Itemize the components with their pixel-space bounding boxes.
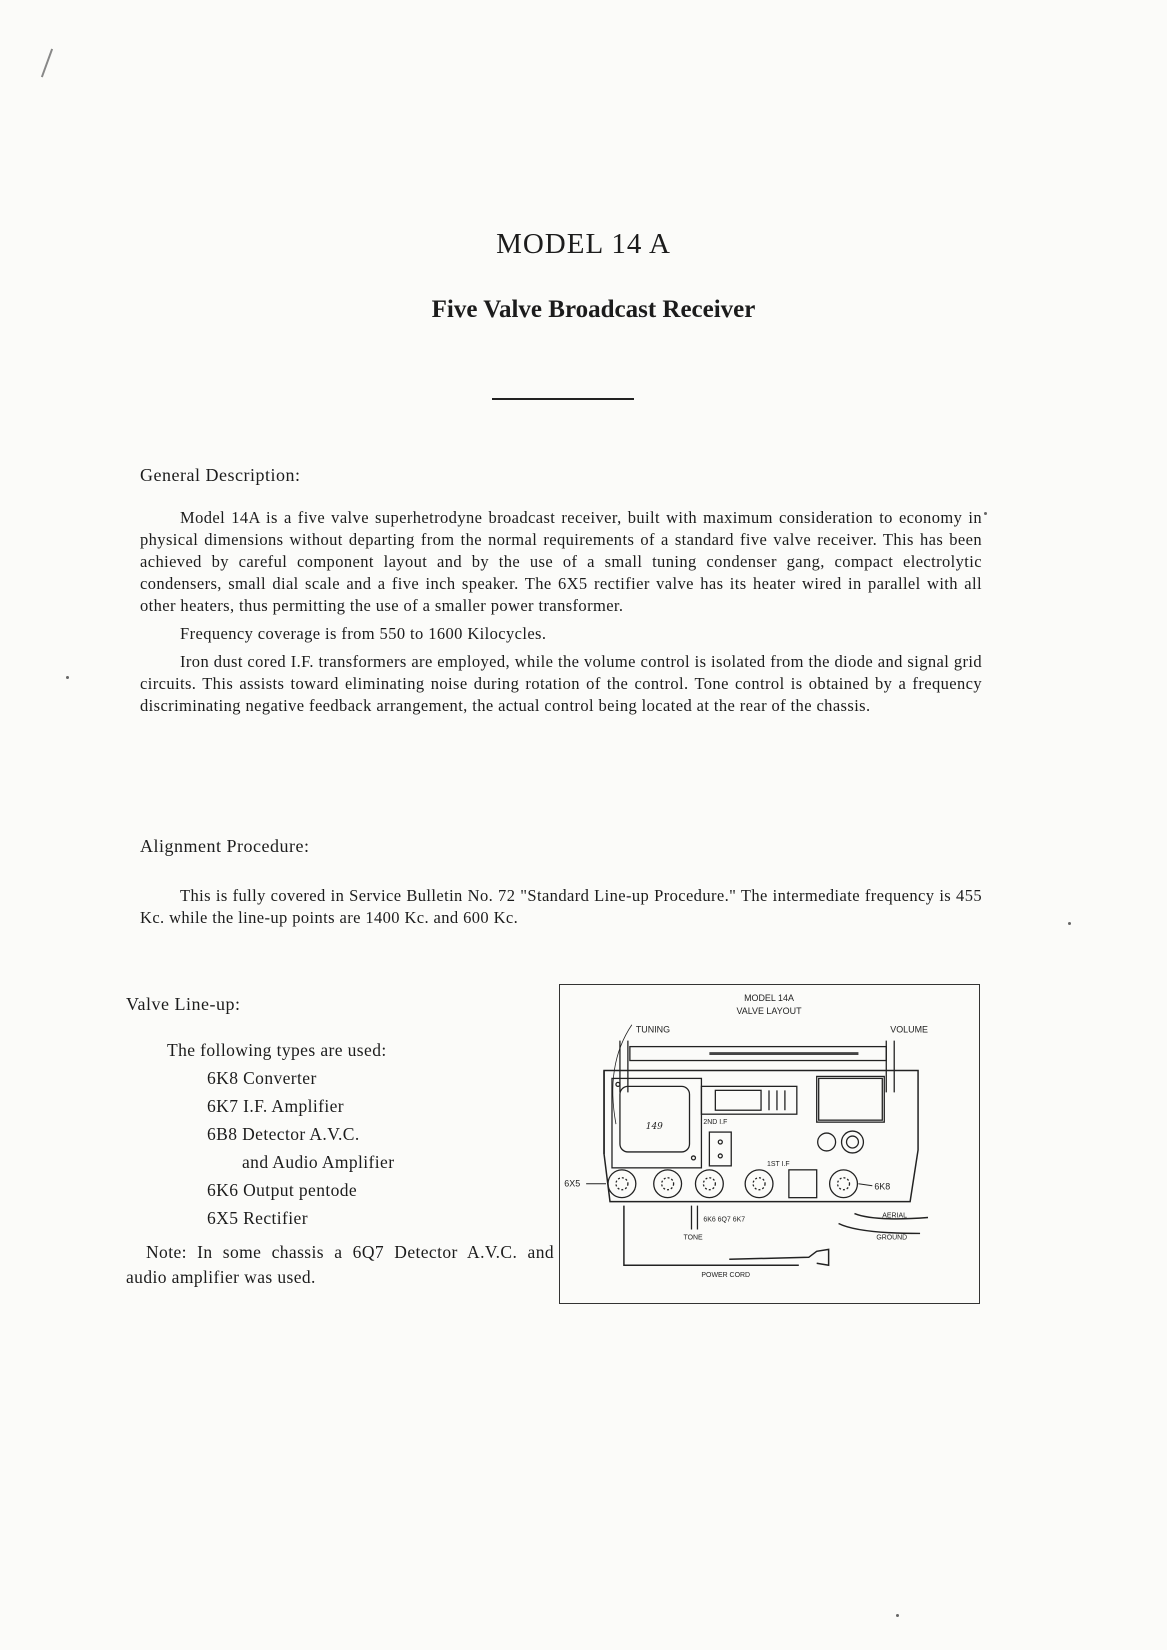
valve-lineup-list	[167, 1036, 394, 1232]
handwritten-number: 149	[645, 1122, 663, 1133]
alignment-heading: Alignment Procedure:	[140, 836, 310, 856]
scan-mark	[41, 49, 53, 78]
scan-speck	[1068, 922, 1071, 925]
valve-item-6x5: 6X5 Rectifier	[207, 1208, 308, 1228]
diagram-title-2: VALVE LAYOUT	[736, 1005, 802, 1016]
general-paragraph-3: Iron dust cored I.F. transformers are employed, while the volume control is isolated from the diode and signal grid circuits. This assists toward eliminating noise during rotation of the control. Tone control is obtained by a frequency discriminating negative feedback arrangement, the actual control being located at the rear of the chassis.	[140, 652, 982, 715]
valve-layout-diagram	[559, 984, 980, 1304]
tone-control-shaft	[691, 1206, 697, 1230]
page-title: MODEL 14 A	[496, 228, 671, 260]
title-divider	[492, 398, 634, 400]
tone-label: TONE	[683, 1234, 703, 1242]
alignment-body	[140, 885, 982, 929]
valve-layout-drawing	[560, 985, 979, 1303]
general-description-body	[140, 507, 982, 717]
alignment-paragraph: This is fully covered in Service Bulletin No. 72 "Standard Line-up Procedure." The intermediate frequency is 455 Kc. while the line-up points are 1400 Kc. and 600 Kc.	[140, 886, 982, 927]
scan-speck	[66, 676, 69, 679]
bottom-valve-labels: 6K6 6Q7 6K7	[703, 1216, 746, 1224]
valve-6k8-label: 6K8	[874, 1181, 891, 1192]
valve-item-6b8-continued: and Audio Amplifier	[242, 1152, 395, 1172]
valve-item-6b8: 6B8 Detector A.V.C.	[207, 1124, 360, 1144]
tuning-knob-shaft	[613, 1025, 894, 1127]
valve-sockets	[608, 1170, 857, 1198]
valve-item-6k6: 6K6 Output pentode	[207, 1180, 358, 1200]
valve-lineup-intro: The following types are used:	[167, 1040, 387, 1060]
diagram-title-1: MODEL 14A	[744, 992, 794, 1003]
first-if-label: 1ST I.F	[767, 1160, 790, 1168]
power-cord-label: POWER CORD	[701, 1272, 750, 1280]
valve-item-6k8: 6K8 Converter	[207, 1068, 317, 1088]
valve-6x5-label: 6X5	[564, 1178, 581, 1189]
diagram-tuning-label: TUNING	[635, 1024, 671, 1035]
scan-speck	[896, 1614, 899, 1617]
second-if-label: 2ND I.F	[703, 1119, 728, 1127]
second-if-can	[709, 1132, 731, 1166]
valve-item-6k7: 6K7 I.F. Amplifier	[207, 1096, 345, 1116]
page-subtitle: Five Valve Broadcast Receiver	[431, 296, 756, 323]
scan-speck	[984, 512, 987, 515]
power-cord	[624, 1206, 829, 1266]
valve-lineup-note: Note: In some chassis a 6Q7 Detector A.V.C. and audio amplifier was used.	[126, 1242, 554, 1287]
general-description-heading: General Description:	[140, 465, 301, 485]
speaker-area	[817, 1076, 885, 1153]
ground-label: GROUND	[876, 1234, 908, 1242]
aerial-label: AERIAL	[882, 1212, 907, 1220]
general-paragraph-2: Frequency coverage is from 550 to 1600 Kilocycles.	[180, 624, 547, 643]
dial-scale	[630, 1047, 886, 1061]
diagram-volume-label: VOLUME	[890, 1024, 928, 1035]
general-paragraph-1: Model 14A is a five valve superhetrodyne broadcast receiver, built with maximum consideration to economy in physical dimensions without departing from the normal requirements of a standard five valve receiver. This has been achieved by careful component layout and by the use of a small tuning condenser gang, compact electrolytic condensers, small dial scale and a five inch speaker. The 6X5 rectifier valve has its heater wired in parallel with all other heaters, thus permitting the use of a smaller power transformer.	[140, 508, 982, 615]
valve-lineup-heading: Valve Line-up:	[126, 994, 241, 1014]
